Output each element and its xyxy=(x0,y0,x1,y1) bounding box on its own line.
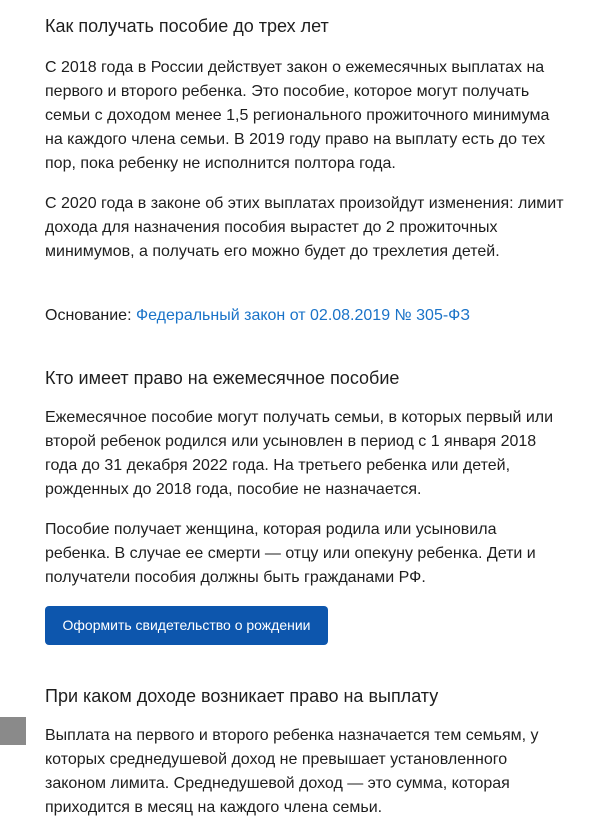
basis-line xyxy=(45,304,565,328)
federal-law-link[interactable]: Федеральный закон от 02.08.2019 № 305-ФЗ xyxy=(135,307,470,324)
basis-label: Основание: xyxy=(45,307,136,324)
birth-certificate-button[interactable]: Оформить свидетельство о рождении xyxy=(45,606,328,645)
section3-paragraph-1: Выплата на первого и второго ребенка назначается тем семьям, у которых среднедушевой доход не превышает установленного законом лимита. Среднедушевой доход — это сумма, которая приходится в месяц на каждого члена семьи. xyxy=(45,727,539,816)
section-title-benefit-until-three: Как получать пособие до трех лет xyxy=(45,16,329,36)
section1-paragraph-1: С 2018 года в России действует закон о ежемесячных выплатах на первого и второго ребенка. Это пособие, которое могут получать семьи с доходом менее 1,5 регионального прожиточного минимума на каждого члена семьи. В 2019 году право на выплату есть до тех пор, пока ребенку не исполнится полтора года. xyxy=(45,59,550,172)
section-title-income-threshold: При каком доходе возникает право на выплату xyxy=(45,686,439,706)
section-title-eligibility: Кто имеет право на ежемесячное пособие xyxy=(45,368,400,388)
section2-paragraph-2: Пособие получает женщина, которая родила или усыновила ребенка. В случае ее смерти — отцу или опекуну ребенка. Дети и получатели пособия должны быть гражданами РФ. xyxy=(45,521,536,586)
section1-paragraph-2: С 2020 года в законе об этих выплатах произойдут изменения: лимит дохода для назначения пособия вырастет до 2 прожиточных минимумов, а получать его можно будет до трехлетия детей. xyxy=(45,195,564,260)
side-scroll-marker[interactable] xyxy=(0,717,26,745)
section2-paragraph-1: Ежемесячное пособие могут получать семьи, в которых первый или второй ребенок родился или усыновлен в период с 1 января 2018 года до 31 декабря 2022 года. На третьего ребенка или детей, рожденных до 2018 года, пособие не назначается. xyxy=(45,409,554,498)
